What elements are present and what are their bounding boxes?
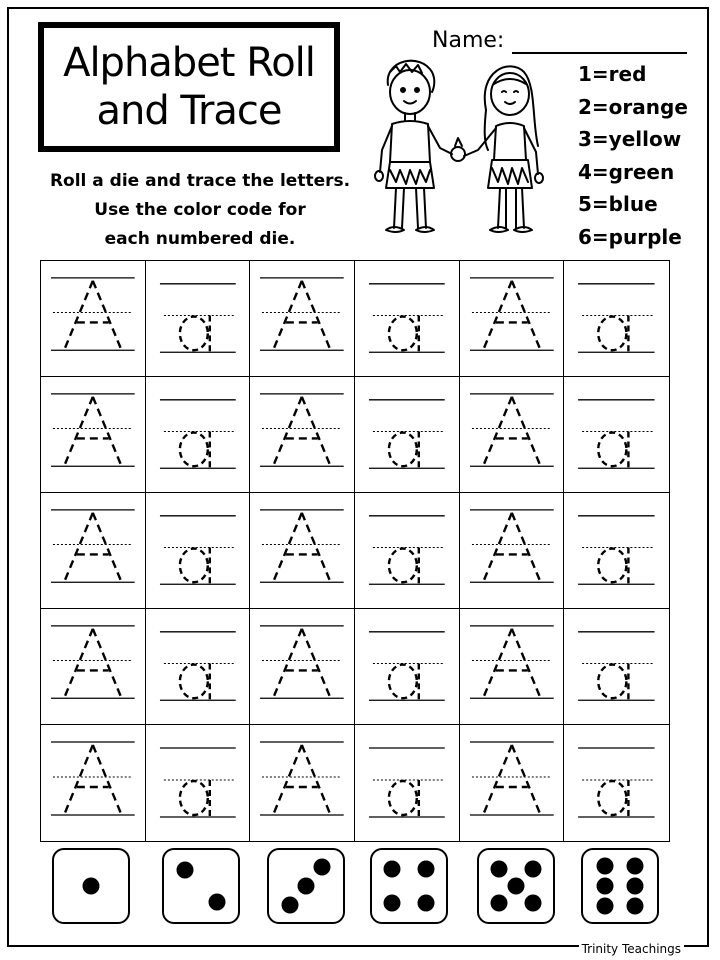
- die-pip: [626, 898, 643, 915]
- die-face-6: [581, 848, 659, 924]
- color-code-item: 5=blue: [578, 192, 658, 216]
- die-pip: [209, 893, 226, 910]
- trace-cell-lowercase-a[interactable]: [355, 725, 460, 841]
- color-code-item: 6=purple: [578, 224, 682, 249]
- trace-cell-lowercase-a[interactable]: [355, 261, 460, 377]
- trace-cell-uppercase-a[interactable]: [250, 261, 355, 377]
- trace-cell-uppercase-a[interactable]: [250, 493, 355, 609]
- instructions: [30, 167, 370, 254]
- dashed-lowercase-a: [564, 377, 669, 492]
- title-line-2: and Trace: [96, 88, 282, 134]
- boy-figure: [375, 61, 452, 232]
- girl-figure: [451, 66, 543, 232]
- die-pip: [508, 878, 525, 895]
- dashed-uppercase-a: [460, 609, 564, 724]
- color-code-item: 3=yellow: [578, 127, 682, 151]
- die-face-2: [162, 848, 240, 924]
- trace-cell-lowercase-a[interactable]: [146, 261, 251, 377]
- die-pip: [626, 857, 643, 874]
- dashed-uppercase-a: [41, 493, 145, 608]
- color-code-item: 1=red: [578, 62, 647, 86]
- dashed-lowercase-a: [564, 261, 669, 376]
- dashed-uppercase-a: [460, 493, 564, 608]
- die-pip: [83, 878, 100, 895]
- instruction-line: each numbered die.: [104, 229, 296, 249]
- trace-cell-uppercase-a[interactable]: [460, 725, 565, 841]
- name-label: Name:: [432, 28, 505, 53]
- dashed-lowercase-a: [564, 725, 669, 841]
- trace-cell-uppercase-a[interactable]: [250, 609, 355, 725]
- trace-cell-lowercase-a[interactable]: [564, 377, 669, 493]
- trace-cell-lowercase-a[interactable]: [146, 493, 251, 609]
- title-line-1: Alphabet Roll: [63, 40, 315, 86]
- trace-cell-uppercase-a[interactable]: [41, 261, 146, 377]
- dashed-uppercase-a: [460, 377, 564, 492]
- color-code-item: 4=green: [578, 159, 675, 184]
- dashed-uppercase-a: [250, 377, 354, 492]
- color-code-item: 2=orange: [578, 94, 688, 119]
- dashed-lowercase-a: [355, 261, 459, 376]
- die-face-5: [477, 848, 555, 924]
- trace-grid: [40, 260, 670, 842]
- die-pip: [597, 878, 614, 895]
- die-pip: [281, 896, 298, 913]
- dashed-lowercase-a: [146, 377, 250, 492]
- trace-cell-uppercase-a[interactable]: [460, 261, 565, 377]
- dashed-lowercase-a: [355, 377, 459, 492]
- trace-cell-lowercase-a[interactable]: [564, 261, 669, 377]
- trace-cell-uppercase-a[interactable]: [250, 377, 355, 493]
- title-box: [38, 22, 340, 152]
- dashed-lowercase-a: [564, 609, 669, 724]
- die-pip: [490, 861, 507, 878]
- children-illustration: [360, 50, 570, 250]
- die-pip: [525, 894, 542, 911]
- trace-cell-uppercase-a[interactable]: [41, 609, 146, 725]
- trace-cell-uppercase-a[interactable]: [41, 377, 146, 493]
- trace-cell-lowercase-a[interactable]: [355, 493, 460, 609]
- dice-row: [40, 848, 670, 924]
- instruction-line: Use the color code for: [94, 200, 306, 220]
- trace-cell-lowercase-a[interactable]: [564, 609, 669, 725]
- color-code-list: [578, 58, 688, 253]
- dashed-uppercase-a: [250, 725, 354, 841]
- trace-cell-lowercase-a[interactable]: [146, 377, 251, 493]
- trace-cell-uppercase-a[interactable]: [460, 609, 565, 725]
- trace-cell-lowercase-a[interactable]: [564, 493, 669, 609]
- dashed-uppercase-a: [41, 609, 145, 724]
- die-face-4: [370, 848, 448, 924]
- trace-cell-uppercase-a[interactable]: [460, 493, 565, 609]
- die-pip: [490, 894, 507, 911]
- dashed-lowercase-a: [564, 493, 669, 608]
- dashed-lowercase-a: [146, 725, 250, 841]
- trace-cell-lowercase-a[interactable]: [355, 609, 460, 725]
- dashed-lowercase-a: [355, 609, 459, 724]
- die-face-1: [52, 848, 130, 924]
- dashed-uppercase-a: [250, 493, 354, 608]
- die-pip: [525, 861, 542, 878]
- dashed-uppercase-a: [250, 261, 354, 376]
- trace-cell-lowercase-a[interactable]: [564, 725, 669, 841]
- dashed-lowercase-a: [146, 261, 250, 376]
- die-pip: [298, 878, 315, 895]
- die-pip: [626, 878, 643, 895]
- dashed-uppercase-a: [41, 377, 145, 492]
- dashed-lowercase-a: [146, 493, 250, 608]
- dashed-lowercase-a: [355, 725, 459, 841]
- dashed-uppercase-a: [250, 609, 354, 724]
- trace-cell-uppercase-a[interactable]: [41, 725, 146, 841]
- die-pip: [314, 859, 331, 876]
- die-face-3: [267, 848, 345, 924]
- footer-credit: Trinity Teachings: [579, 941, 684, 957]
- die-pip: [418, 894, 435, 911]
- die-pip: [597, 857, 614, 874]
- trace-cell-lowercase-a[interactable]: [146, 609, 251, 725]
- trace-cell-uppercase-a[interactable]: [250, 725, 355, 841]
- trace-cell-uppercase-a[interactable]: [460, 377, 565, 493]
- dashed-lowercase-a: [355, 493, 459, 608]
- dashed-uppercase-a: [460, 261, 564, 376]
- die-pip: [597, 898, 614, 915]
- die-pip: [176, 862, 193, 879]
- dashed-lowercase-a: [146, 609, 250, 724]
- dashed-uppercase-a: [41, 725, 145, 841]
- dashed-uppercase-a: [41, 261, 145, 376]
- instruction-line: Roll a die and trace the letters.: [49, 171, 351, 191]
- die-pip: [383, 894, 400, 911]
- trace-cell-lowercase-a[interactable]: [355, 377, 460, 493]
- trace-cell-lowercase-a[interactable]: [146, 725, 251, 841]
- die-pip: [383, 861, 400, 878]
- die-pip: [418, 861, 435, 878]
- trace-cell-uppercase-a[interactable]: [41, 493, 146, 609]
- dashed-uppercase-a: [460, 725, 564, 841]
